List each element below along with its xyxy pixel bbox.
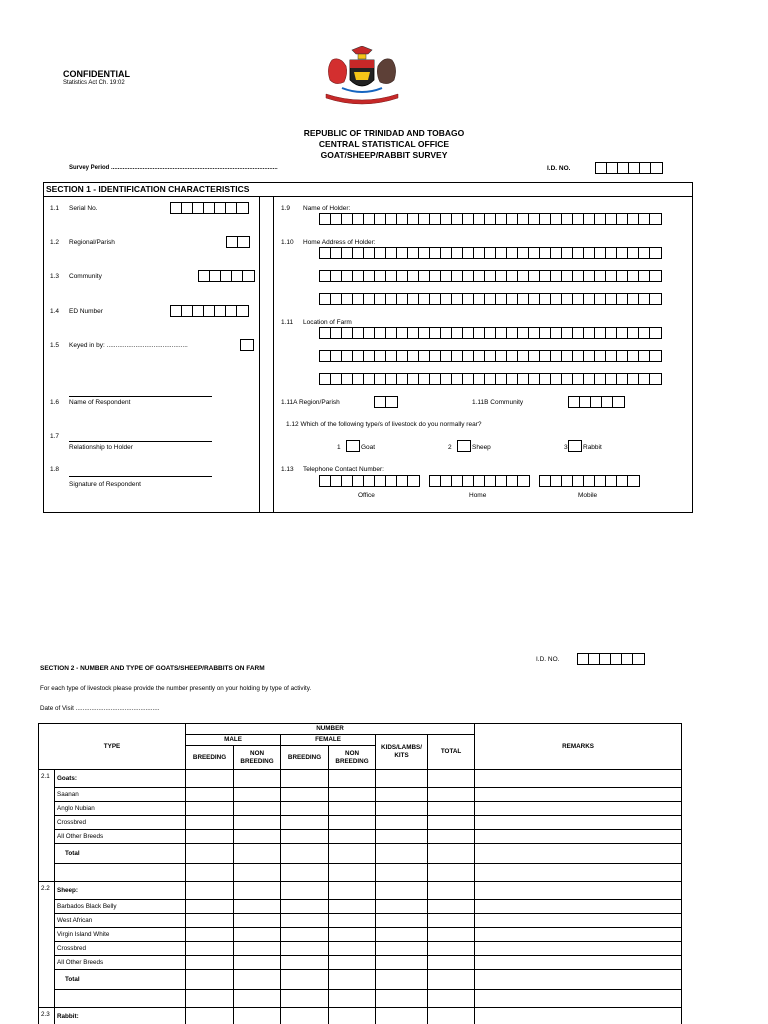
group-number: 2.1 bbox=[39, 770, 55, 882]
survey-period-field[interactable]: Survey Period .................................................................................................... bbox=[69, 165, 278, 171]
breed-cell[interactable] bbox=[281, 914, 329, 928]
section2-title: SECTION 2 - NUMBER AND TYPE OF GOATS/SHEEP/RABBITS ON FARM bbox=[40, 665, 265, 672]
breed-cell[interactable] bbox=[428, 928, 475, 942]
female-non-breeding-header: NON BREEDING bbox=[329, 746, 376, 770]
spacer-cell[interactable] bbox=[428, 864, 475, 882]
group-title-cell[interactable] bbox=[281, 1008, 329, 1024]
home-address-num: 1.10 bbox=[281, 239, 294, 246]
breed-cell[interactable] bbox=[329, 830, 376, 844]
confidential-label: CONFIDENTIAL bbox=[63, 69, 130, 79]
breed-cell[interactable] bbox=[475, 942, 682, 956]
breed-cell[interactable] bbox=[428, 942, 475, 956]
region-parish-input[interactable] bbox=[374, 396, 398, 408]
breed-cell[interactable] bbox=[475, 830, 682, 844]
female-header: FEMALE bbox=[281, 735, 376, 746]
breed-cell[interactable] bbox=[186, 914, 234, 928]
date-of-visit-field[interactable]: Date of Visit ................................................ bbox=[40, 705, 160, 712]
table-row bbox=[39, 942, 682, 956]
breed-cell[interactable] bbox=[329, 956, 376, 970]
home-phone-input[interactable] bbox=[429, 475, 530, 487]
regional-label: Regional/Parish bbox=[69, 239, 115, 246]
group-title-cell[interactable] bbox=[376, 770, 428, 788]
group-title-cell[interactable] bbox=[428, 882, 475, 900]
section2-id-label: I.D. NO. bbox=[536, 656, 560, 663]
group-title-cell[interactable] bbox=[186, 770, 234, 788]
section2-instruction: For each type of livestock please provide the number presently on your holding by type of activity. bbox=[40, 685, 312, 692]
telephone-num: 1.13 bbox=[281, 466, 294, 473]
breed-cell[interactable] bbox=[186, 928, 234, 942]
community-num: 1.3 bbox=[50, 273, 60, 280]
group-title-cell[interactable] bbox=[234, 770, 281, 788]
breed-cell[interactable] bbox=[281, 802, 329, 816]
male-breeding-header: BREEDING bbox=[186, 746, 234, 770]
regional-input[interactable] bbox=[226, 236, 250, 248]
breed-label: West African bbox=[55, 914, 186, 928]
signature-label: Signature of Respondent bbox=[69, 481, 141, 488]
survey-title: GOAT/SHEEP/RABBIT SURVEY bbox=[320, 150, 448, 160]
group-title-cell[interactable] bbox=[186, 1008, 234, 1024]
group-title-cell[interactable] bbox=[475, 1008, 682, 1024]
breed-cell[interactable] bbox=[234, 928, 281, 942]
breed-cell[interactable] bbox=[376, 830, 428, 844]
mobile-phone-input[interactable] bbox=[539, 475, 640, 487]
serial-input[interactable] bbox=[170, 202, 249, 214]
breed-cell[interactable] bbox=[475, 956, 682, 970]
table-row bbox=[39, 802, 682, 816]
breed-cell[interactable] bbox=[329, 816, 376, 830]
sheep-checkbox[interactable] bbox=[457, 440, 471, 452]
remarks-header: REMARKS bbox=[475, 724, 682, 770]
breed-cell[interactable] bbox=[186, 942, 234, 956]
group-title-cell[interactable] bbox=[329, 1008, 376, 1024]
breed-cell[interactable] bbox=[376, 900, 428, 914]
table-row bbox=[39, 956, 682, 970]
statistics-act-label: Statistics Act Ch. 19:02 bbox=[63, 80, 125, 86]
breed-cell[interactable] bbox=[234, 900, 281, 914]
livestock-table bbox=[38, 723, 682, 1024]
spacer-cell[interactable] bbox=[281, 990, 329, 1008]
group-title-row bbox=[39, 1008, 682, 1024]
serial-num: 1.1 bbox=[50, 205, 60, 212]
total-cell[interactable] bbox=[234, 844, 281, 864]
breed-label: Crossbred bbox=[55, 942, 186, 956]
number-header: NUMBER bbox=[186, 724, 475, 735]
spacer-cell[interactable] bbox=[186, 864, 234, 882]
male-header: MALE bbox=[186, 735, 281, 746]
breed-cell[interactable] bbox=[186, 830, 234, 844]
breed-cell[interactable] bbox=[376, 816, 428, 830]
home-address-input-1[interactable] bbox=[319, 247, 662, 259]
location-input-3[interactable] bbox=[319, 373, 662, 385]
breed-label: Barbados Black Belly bbox=[55, 900, 186, 914]
phone-mobile-label: Mobile bbox=[578, 492, 598, 499]
breed-cell[interactable] bbox=[475, 928, 682, 942]
table-row bbox=[39, 788, 682, 802]
holder-label: Name of Holder: bbox=[303, 205, 351, 212]
breed-cell[interactable] bbox=[428, 914, 475, 928]
total-cell[interactable] bbox=[376, 844, 428, 864]
female-breeding-header: BREEDING bbox=[281, 746, 329, 770]
option-rabbit-label: Rabbit bbox=[583, 444, 602, 451]
ed-num: 1.4 bbox=[50, 308, 60, 315]
respondent-label: Name of Respondent bbox=[69, 399, 131, 406]
breed-cell[interactable] bbox=[329, 788, 376, 802]
total-cell[interactable] bbox=[329, 844, 376, 864]
section2-id-input[interactable] bbox=[577, 653, 645, 665]
breed-cell[interactable] bbox=[281, 942, 329, 956]
breed-cell[interactable] bbox=[186, 788, 234, 802]
breed-cell[interactable] bbox=[234, 802, 281, 816]
office-title: CENTRAL STATISTICAL OFFICE bbox=[318, 139, 450, 149]
breed-cell[interactable] bbox=[428, 956, 475, 970]
breed-cell[interactable] bbox=[475, 816, 682, 830]
breed-cell[interactable] bbox=[329, 802, 376, 816]
breed-cell[interactable] bbox=[234, 942, 281, 956]
group-title-cell[interactable] bbox=[376, 882, 428, 900]
breed-label: Virgin Island White bbox=[55, 928, 186, 942]
signature-num: 1.8 bbox=[50, 466, 60, 473]
regional-num: 1.2 bbox=[50, 239, 60, 246]
breed-label: Anglo Nubian bbox=[55, 802, 186, 816]
id-no-input[interactable] bbox=[595, 162, 663, 174]
group-title-cell[interactable] bbox=[329, 770, 376, 788]
region-parish-label: 1.11A Region/Parish bbox=[281, 399, 340, 406]
rabbit-checkbox[interactable] bbox=[568, 440, 582, 452]
breed-cell[interactable] bbox=[329, 942, 376, 956]
total-cell[interactable] bbox=[428, 844, 475, 864]
group-number: 2.2 bbox=[39, 882, 55, 1008]
group-title-cell[interactable] bbox=[281, 882, 329, 900]
breed-cell[interactable] bbox=[329, 914, 376, 928]
keyed-checkbox[interactable] bbox=[240, 339, 254, 351]
ed-input[interactable] bbox=[170, 305, 249, 317]
page-title bbox=[200, 128, 568, 161]
total-cell[interactable] bbox=[186, 970, 234, 990]
keyed-label: Keyed in by: ............................................. bbox=[69, 342, 188, 349]
total-row bbox=[39, 970, 682, 990]
spacer-cell[interactable] bbox=[376, 990, 428, 1008]
breed-cell[interactable] bbox=[234, 914, 281, 928]
group-title: Sheep: bbox=[55, 882, 186, 900]
breed-cell[interactable] bbox=[186, 900, 234, 914]
option-goat-code: 1 bbox=[337, 444, 341, 451]
community-b-label: 1.11B Community bbox=[472, 399, 524, 406]
id-no-label: I.D. NO. bbox=[547, 165, 571, 172]
table-row bbox=[39, 816, 682, 830]
breed-cell[interactable] bbox=[428, 830, 475, 844]
total-cell[interactable] bbox=[281, 970, 329, 990]
breed-cell[interactable] bbox=[376, 802, 428, 816]
breed-label: All Other Breeds bbox=[55, 956, 186, 970]
home-address-input-3[interactable] bbox=[319, 293, 662, 305]
total-cell[interactable] bbox=[475, 970, 682, 990]
keyed-num: 1.5 bbox=[50, 342, 60, 349]
community-label: Community bbox=[69, 273, 102, 280]
total-row bbox=[39, 844, 682, 864]
group-title-cell[interactable] bbox=[186, 882, 234, 900]
office-phone-input[interactable] bbox=[319, 475, 420, 487]
signature-line[interactable] bbox=[69, 476, 212, 477]
relationship-line[interactable] bbox=[69, 441, 212, 442]
breed-cell[interactable] bbox=[428, 802, 475, 816]
breed-cell[interactable] bbox=[234, 830, 281, 844]
phone-home-label: Home bbox=[469, 492, 487, 499]
breed-cell[interactable] bbox=[186, 802, 234, 816]
option-rabbit-code: 3 bbox=[564, 444, 568, 451]
breed-cell[interactable] bbox=[428, 788, 475, 802]
relationship-num: 1.7 bbox=[50, 433, 60, 440]
spacer-cell[interactable] bbox=[475, 990, 682, 1008]
community-b-input[interactable] bbox=[568, 396, 625, 408]
breed-cell[interactable] bbox=[428, 816, 475, 830]
spacer-cell[interactable] bbox=[234, 990, 281, 1008]
goat-checkbox[interactable] bbox=[346, 440, 360, 452]
spacer-cell[interactable] bbox=[475, 864, 682, 882]
breed-cell[interactable] bbox=[475, 900, 682, 914]
breed-cell[interactable] bbox=[329, 928, 376, 942]
republic-title: REPUBLIC OF TRINIDAD AND TOBAGO bbox=[303, 128, 465, 138]
spacer-cell bbox=[55, 864, 186, 882]
group-title-cell[interactable] bbox=[376, 1008, 428, 1024]
total-cell[interactable] bbox=[281, 844, 329, 864]
spacer-cell[interactable] bbox=[234, 864, 281, 882]
breed-cell[interactable] bbox=[281, 830, 329, 844]
breed-cell[interactable] bbox=[376, 788, 428, 802]
breed-cell[interactable] bbox=[376, 956, 428, 970]
location-num: 1.11 bbox=[281, 319, 294, 326]
breed-cell[interactable] bbox=[376, 914, 428, 928]
breed-cell[interactable] bbox=[281, 816, 329, 830]
breed-label: Saanan bbox=[55, 788, 186, 802]
type-header: TYPE bbox=[39, 724, 186, 770]
kids-header: KIDS/LAMBS/ KITS bbox=[376, 735, 428, 770]
total-header: TOTAL bbox=[428, 735, 475, 770]
group-title-cell[interactable] bbox=[234, 1008, 281, 1024]
total-cell[interactable] bbox=[475, 844, 682, 864]
total-cell[interactable] bbox=[376, 970, 428, 990]
breed-cell[interactable] bbox=[281, 788, 329, 802]
breed-cell[interactable] bbox=[475, 914, 682, 928]
respondent-num: 1.6 bbox=[50, 399, 60, 406]
total-cell[interactable] bbox=[186, 844, 234, 864]
option-sheep-label: Sheep bbox=[472, 444, 491, 451]
livestock-question: 1.12 Which of the following type/s of livestock do you normally rear? bbox=[286, 421, 482, 428]
total-label: Total bbox=[55, 970, 186, 990]
breed-cell[interactable] bbox=[376, 928, 428, 942]
breed-label: Crossbred bbox=[55, 816, 186, 830]
table-row bbox=[39, 830, 682, 844]
phone-office-label: Office bbox=[358, 492, 375, 499]
coat-of-arms-emblem bbox=[322, 46, 402, 110]
group-title-row bbox=[39, 770, 682, 788]
group-title-cell[interactable] bbox=[281, 770, 329, 788]
group-title: Rabbit: bbox=[55, 1008, 186, 1024]
breed-cell[interactable] bbox=[475, 802, 682, 816]
breed-cell[interactable] bbox=[329, 900, 376, 914]
total-cell[interactable] bbox=[329, 970, 376, 990]
spacer-row bbox=[39, 864, 682, 882]
group-title-cell[interactable] bbox=[234, 882, 281, 900]
respondent-line[interactable] bbox=[69, 396, 212, 397]
community-input[interactable] bbox=[198, 270, 255, 282]
group-title-cell[interactable] bbox=[428, 770, 475, 788]
group-number: 2.3 bbox=[39, 1008, 55, 1024]
breed-cell[interactable] bbox=[475, 788, 682, 802]
spacer-cell[interactable] bbox=[329, 990, 376, 1008]
breed-cell[interactable] bbox=[376, 942, 428, 956]
spacer-cell bbox=[55, 990, 186, 1008]
location-input-2[interactable] bbox=[319, 350, 662, 362]
section1-title: SECTION 1 - IDENTIFICATION CHARACTERISTICS bbox=[46, 184, 250, 194]
group-title-cell[interactable] bbox=[329, 882, 376, 900]
relationship-label: Relationship to Holder bbox=[69, 444, 133, 451]
telephone-label: Telephone Contact Number: bbox=[303, 466, 384, 473]
breed-cell[interactable] bbox=[234, 956, 281, 970]
home-address-label: Home Address of Holder: bbox=[303, 239, 376, 246]
breed-cell[interactable] bbox=[234, 816, 281, 830]
breed-label: All Other Breeds bbox=[55, 830, 186, 844]
breed-cell[interactable] bbox=[234, 788, 281, 802]
holder-input[interactable] bbox=[319, 213, 662, 225]
breed-cell[interactable] bbox=[186, 956, 234, 970]
option-goat-label: Goat bbox=[361, 444, 376, 451]
spacer-cell[interactable] bbox=[329, 864, 376, 882]
spacer-cell[interactable] bbox=[376, 864, 428, 882]
ed-label: ED Number bbox=[69, 308, 103, 315]
breed-cell[interactable] bbox=[281, 900, 329, 914]
holder-num: 1.9 bbox=[281, 205, 291, 212]
total-label: Total bbox=[55, 844, 186, 864]
breed-cell[interactable] bbox=[428, 900, 475, 914]
group-title: Goats: bbox=[55, 770, 186, 788]
location-label: Location of Farm bbox=[303, 319, 352, 326]
breed-cell[interactable] bbox=[281, 956, 329, 970]
home-address-input-2[interactable] bbox=[319, 270, 662, 282]
total-cell[interactable] bbox=[234, 970, 281, 990]
male-non-breeding-header: NON BREEDING bbox=[234, 746, 281, 770]
breed-cell[interactable] bbox=[281, 928, 329, 942]
group-title-row bbox=[39, 882, 682, 900]
spacer-cell[interactable] bbox=[281, 864, 329, 882]
table-row bbox=[39, 914, 682, 928]
spacer-cell[interactable] bbox=[186, 990, 234, 1008]
group-title-cell[interactable] bbox=[475, 770, 682, 788]
spacer-cell[interactable] bbox=[428, 990, 475, 1008]
group-title-cell[interactable] bbox=[428, 1008, 475, 1024]
serial-label: Serial No. bbox=[69, 205, 98, 212]
breed-cell[interactable] bbox=[186, 816, 234, 830]
total-cell[interactable] bbox=[428, 970, 475, 990]
table-row bbox=[39, 900, 682, 914]
option-sheep-code: 2 bbox=[448, 444, 452, 451]
spacer-row bbox=[39, 990, 682, 1008]
location-input-1[interactable] bbox=[319, 327, 662, 339]
table-row bbox=[39, 928, 682, 942]
group-title-cell[interactable] bbox=[475, 882, 682, 900]
